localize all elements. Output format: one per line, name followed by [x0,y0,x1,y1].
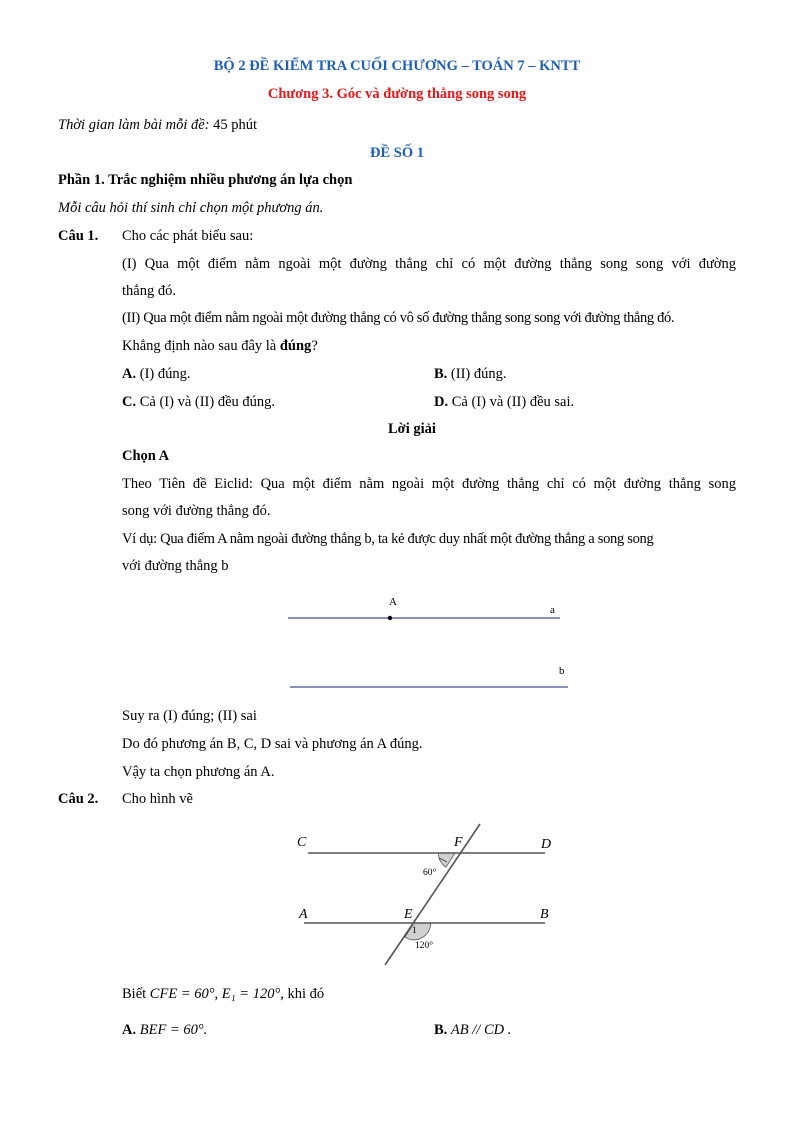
q2-option-a[interactable] [122,1022,207,1039]
angle-120-label: 120° [415,941,434,951]
ask-bold: đúng [279,338,312,354]
statement-1-line-1: (I) Qua một điểm nằm ngoài một đường thẳng chỉ có một đường thẳng song song với đường [122,256,736,272]
part1-heading: Phần 1. Trắc nghiệm nhiều phương án lựa chọn [58,172,353,188]
ask-prefix: Khẳng định nào sau đây là [122,338,280,354]
option-key: A. [122,366,137,382]
q2-option-b[interactable] [434,1022,511,1039]
question-2-stem: Cho hình vẽ [122,791,193,807]
parallel-lines-figure [280,590,580,695]
option-math: AB // CD . [450,1022,512,1038]
line-b-label: b [559,665,565,677]
explanation-2-line-2: với đường thẳng b [122,558,229,574]
conclusion-3: Vậy ta chọn phương án A. [122,764,275,780]
explanation-1-line-2: song với đường thẳng đó. [122,503,271,519]
question-1-ask [122,338,318,355]
time-value: 45 phút [213,117,258,133]
label-d: D [541,837,552,852]
label-a: A [299,907,308,922]
option-key: B. [434,1022,448,1038]
document-title: BỘ 2 ĐỀ KIỂM TRA CUỐI CHƯƠNG – TOÁN 7 – KNTT [213,58,581,74]
q1-option-d[interactable] [434,394,574,411]
question-1-stem: Cho các phát biểu sau: [122,228,254,244]
angle-index-label: 1 [412,926,417,936]
option-text: Cả (I) và (II) đều sai. [448,394,575,410]
ask-suffix: ? [311,338,318,354]
option-text: (I) đúng. [136,366,191,382]
solution-choice: Chọn A [122,448,170,464]
conclusion-2: Do đó phương án B, C, D sai và phương án A đúng. [122,736,423,752]
label-e: E [404,907,413,922]
given-prefix: Biết [122,986,150,1002]
time-label: Thời gian làm bài mỗi đề: [58,117,210,133]
question-2-given [122,986,324,1003]
given-math: CFE = 60°, E₁ = 120° [149,986,281,1002]
angle-e1-arc [405,923,431,940]
explanation-1-line-1: Theo Tiên đề Eiclid: Qua một điểm nằm ngoài một đường thẳng chỉ có một đường thẳng song [122,476,736,492]
option-key: A. [122,1022,137,1038]
option-math: BEF = 60°. [139,1022,208,1038]
line-a-label: a [550,604,555,616]
angle-60-label: 60° [423,868,437,878]
label-b: B [540,907,549,922]
option-text: Cả (I) và (II) đều đúng. [136,394,276,410]
q1-option-c[interactable] [122,394,275,411]
transversal-figure [290,820,565,970]
conclusion-1: Suy ra (I) đúng; (II) sai [122,708,257,724]
label-c: C [297,835,307,850]
solution-title: Lời giải [388,421,436,437]
question-1-label: Câu 1. [58,228,99,244]
option-text: (II) đúng. [447,366,507,382]
option-key: B. [434,366,448,382]
statement-1-line-2: thẳng đó. [122,283,176,299]
option-key: D. [434,394,449,410]
chapter-subtitle: Chương 3. Góc và đường thẳng song song [267,86,527,102]
point-a-label: A [389,596,397,608]
q1-option-a[interactable] [122,366,190,383]
q1-option-b[interactable] [434,366,507,383]
explanation-2-line-1: Ví dụ: Qua điểm A nằm ngoài đường thẳng b, ta kẻ được duy nhất một đường thẳng a song song [122,531,654,547]
point-a-dot [388,616,392,620]
option-key: C. [122,394,137,410]
question-2-label: Câu 2. [58,791,99,807]
time-info [58,117,257,134]
label-f: F [454,835,463,850]
given-suffix: , khi đó [280,986,325,1002]
exam-number: ĐỀ SỐ 1 [370,145,424,161]
statement-2: (II) Qua một điểm nằm ngoài một đường thẳng có vô số đường thẳng song song với đường thẳng đó. [122,310,675,326]
part1-instruction: Mỗi câu hỏi thí sinh chỉ chọn một phương án. [58,200,324,216]
